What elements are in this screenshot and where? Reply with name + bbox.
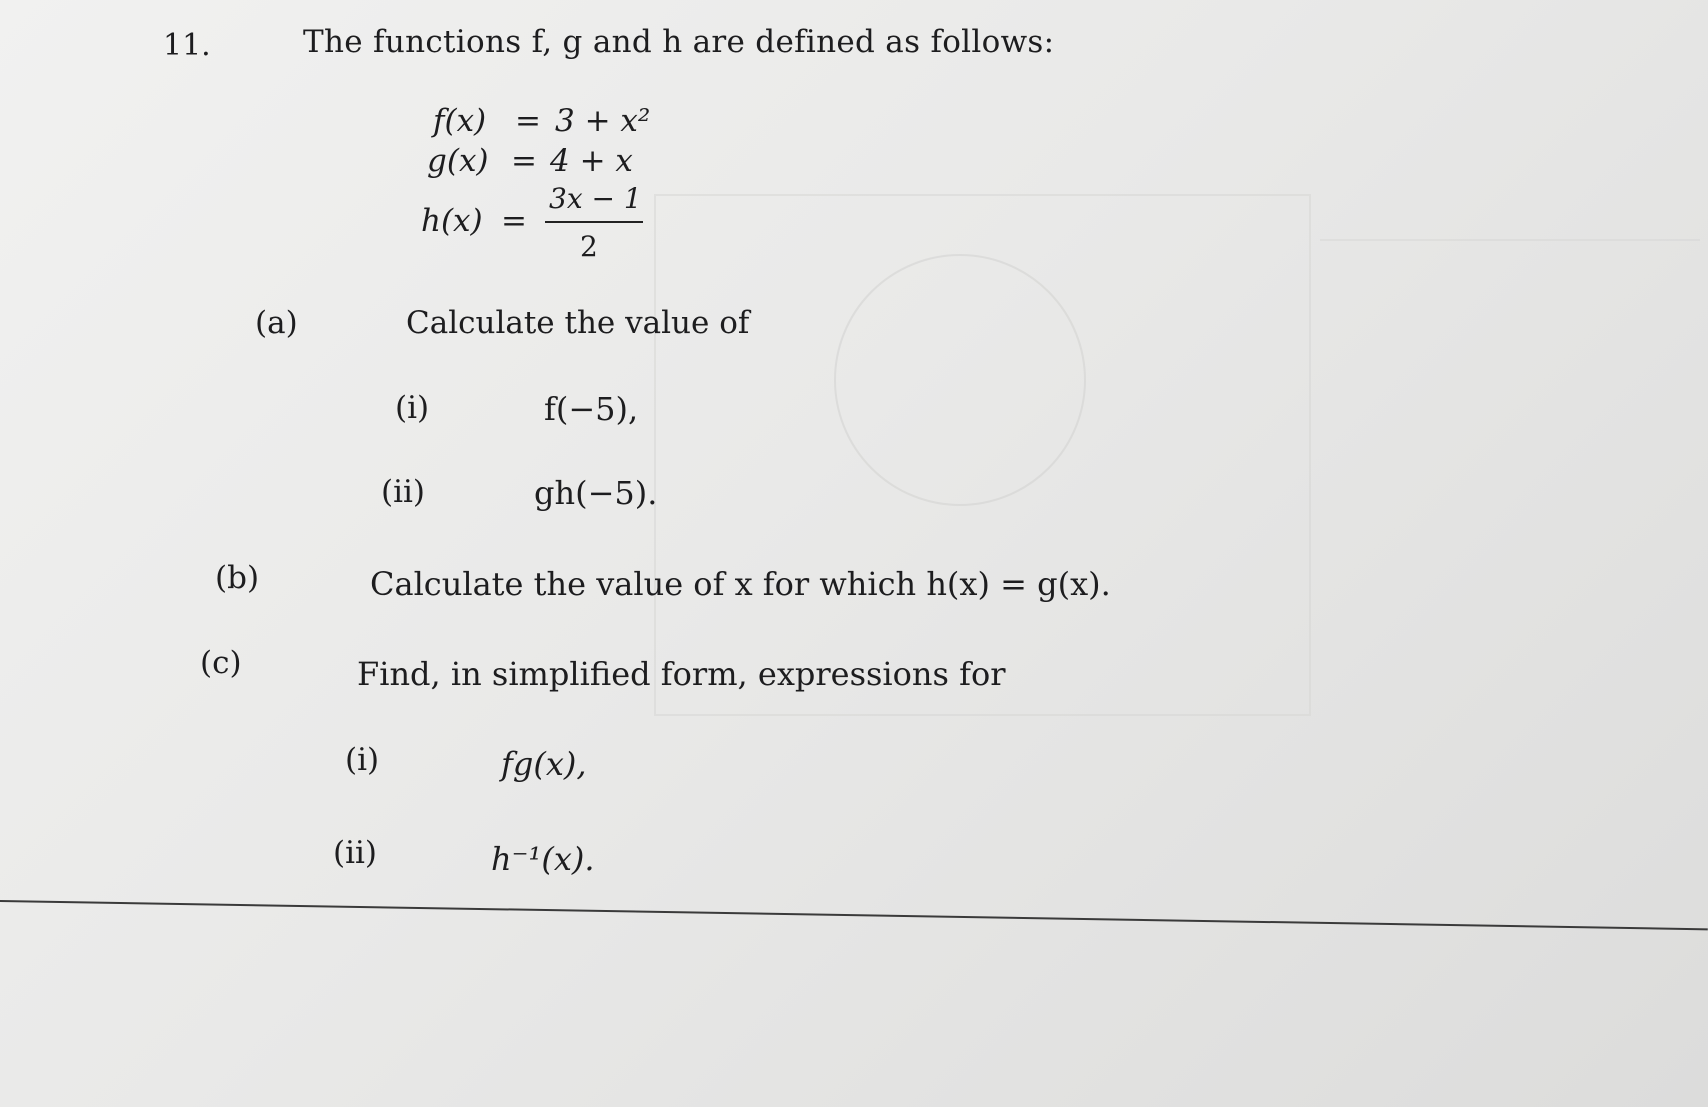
section-divider-line [0,900,1708,930]
part-a-i-expression: f(−5), [544,390,639,428]
h-definition-equals: = [501,203,527,239]
part-a-text: Calculate the value of [406,305,750,341]
part-b-label: (b) [215,560,260,596]
part-c-text: Find, in simplified form, expressions for [357,655,1006,693]
part-c-ii-label: (ii) [333,835,378,871]
h-definition-denominator: 2 [580,230,598,263]
h-definition-fraction-bar [545,221,643,223]
f-definition-equals: = [515,103,541,139]
g-definition-equals: = [511,143,537,179]
f-definition-name: f(x) [433,103,487,139]
part-a-ii-expression: gh(−5). [534,474,658,512]
part-b-text: Calculate the value of x for which h(x) = g(x). [370,565,1111,603]
h-definition-name: h(x) [421,203,483,239]
part-a-label: (a) [255,305,298,341]
g-definition-rhs: 4 + x [550,143,633,179]
question-number: 11. [163,28,211,63]
part-c-i-expression: fg(x), [501,745,587,783]
g-definition-name: g(x) [427,143,489,179]
part-c-i-label: (i) [345,742,380,778]
h-definition-numerator: 3x − 1 [549,182,642,215]
part-a-i-label: (i) [395,390,430,426]
part-c-ii-expression: h⁻¹(x). [491,840,595,878]
question-stem: The functions f, g and h are defined as follows: [303,24,1055,60]
part-c-label: (c) [200,645,242,681]
f-definition-rhs: 3 + x² [555,103,651,139]
part-a-ii-label: (ii) [381,474,426,510]
